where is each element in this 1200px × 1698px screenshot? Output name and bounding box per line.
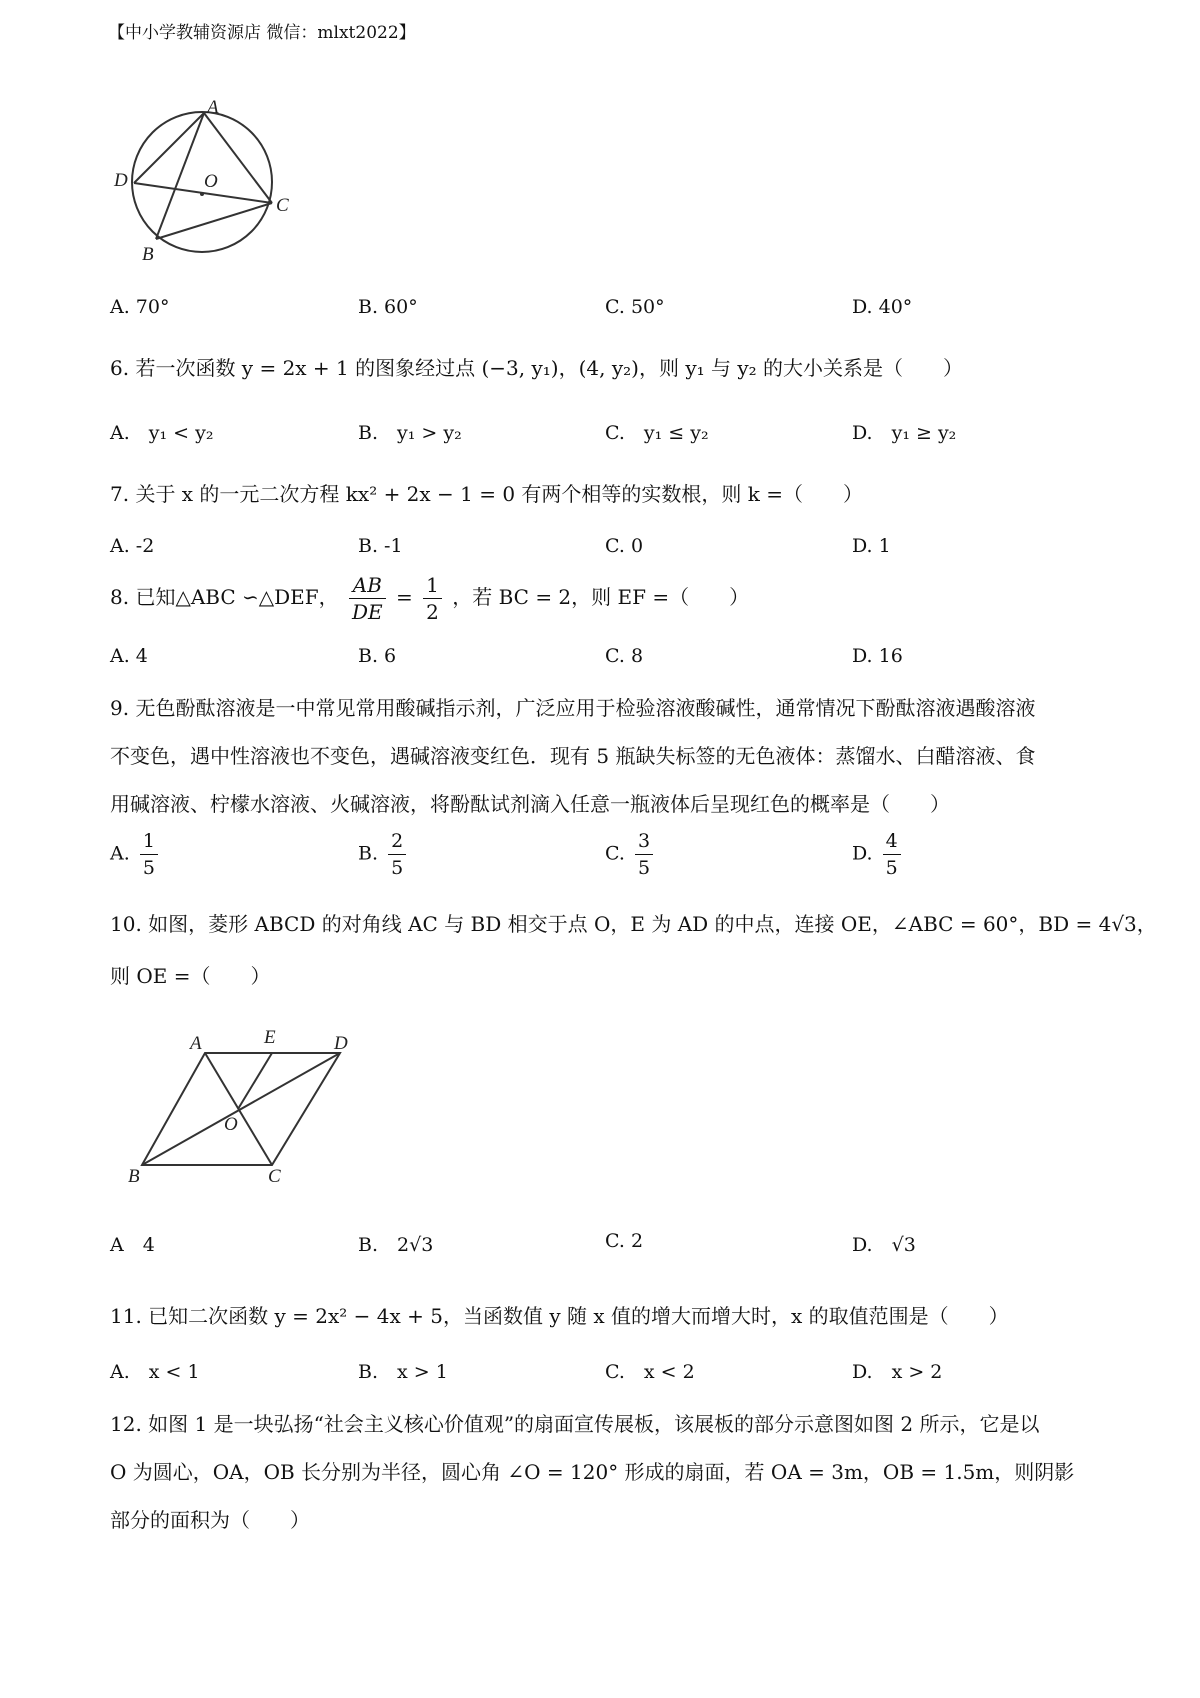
q9-line-3: 用碱溶液、柠檬水溶液、火碱溶液，将酚酞试剂滴入任意一瓶液体后呈现红色的概率是（ ） [110,792,950,816]
q7-option-c: C. 0 [605,535,644,557]
q5-option-a: A. 70° [110,296,170,318]
q9-option-d-den: 5 [885,857,898,879]
q9-option-a-fraction [140,828,158,881]
q10-line-1: 10. 如图，菱形 ABCD 的对角线 AC 与 BD 相交于点 O，E 为 AD 的中点，连接 OE，∠ABC = 60°，BD = 4√3， [110,912,1157,936]
q6-option-d: D. y₁ ≥ y₂ [852,422,957,444]
q8-frac2-denominator: 2 [426,600,439,624]
q8-fraction-ab-de [349,572,386,625]
q8-fraction-half [423,572,442,625]
q9-option-c-num: 3 [635,828,653,855]
q8-option-d: D. 16 [852,645,903,667]
fig2-label-a: A [190,1033,202,1054]
q6-stem: 6. 若一次函数 y = 2x + 1 的图象经过点 (−3, y₁)，(4, y₂)，则 y₁ 与 y₂ 的大小关系是（ ） [110,356,964,380]
q8-option-a: A. 4 [110,645,148,667]
q9-option-c [605,828,657,881]
q8-frac1-denominator: DE [352,600,383,624]
fig2-label-d: D [334,1033,348,1054]
q9-option-d-num: 4 [883,828,901,855]
q9-option-b-fraction [388,828,406,881]
q9-option-a-label: A. [110,842,130,865]
q8-frac2-numerator: 1 [423,572,442,599]
q10-option-c: C. 2 [605,1230,644,1252]
fig1-label-d: D [114,170,128,191]
q8-option-c: C. 8 [605,645,644,667]
q5-option-c: C. 50° [605,296,665,318]
fig1-label-c: C [276,195,289,216]
page-header: 【中小学教辅资源店 微信：mlxt2022】 [108,23,416,43]
fig1-label-a: A [207,97,219,118]
q6-option-c: C. y₁ ≤ y₂ [605,422,709,444]
figure-circle [110,95,290,270]
q12-line-1: 12. 如图 1 是一块弘扬“社会主义核心价值观”的扇面宣传展板，该展板的部分示意图如图 2 所示，它是以 [110,1412,1040,1436]
q8-stem-pre: 8. 已知△ABC ∽△DEF， [110,585,339,609]
q7-option-a: A. -2 [110,535,155,557]
q5-option-b: B. 60° [358,296,418,318]
q10-option-b: B. 2√3 [358,1234,434,1256]
q9-option-b-label: B. [358,842,379,865]
q9-option-b-den: 5 [391,857,404,879]
q7-stem: 7. 关于 x 的一元二次方程 kx² + 2x − 1 = 0 有两个相等的实数根，则 k =（ ） [110,482,864,506]
q11-option-d: D. x > 2 [852,1361,943,1383]
q9-line-2: 不变色，遇中性溶液也不变色，遇碱溶液变红色．现有 5 瓶缺失标签的无色液体：蒸馏水、白醋溶液、食 [110,744,1036,768]
q11-option-a: A. x < 1 [110,1361,200,1383]
q9-option-d [852,828,905,881]
fig2-label-o: O [224,1114,238,1135]
q9-line-1: 9. 无色酚酞溶液是一中常见常用酸碱指示剂，广泛应用于检验溶液酸碱性，通常情况下酚酞溶液遇酸溶液 [110,696,1036,720]
q10-line-2: 则 OE =（ ） [110,964,271,988]
q6-option-a: A. y₁ < y₂ [110,422,214,444]
q5-option-d: D. 40° [852,296,913,318]
q12-line-3: 部分的面积为（ ） [110,1508,310,1532]
fig2-label-e: E [264,1027,276,1048]
q9-option-c-fraction [635,828,653,881]
q9-option-b [358,828,410,881]
q9-option-a [110,828,162,881]
q8-frac1-numerator: AB [349,572,386,599]
q6-option-b: B. y₁ > y₂ [358,422,462,444]
q9-option-a-num: 1 [140,828,158,855]
q9-option-c-den: 5 [637,857,651,879]
q7-option-b: B. -1 [358,535,403,557]
q9-option-c-label: C. [605,842,625,865]
figure-rhombus [120,1025,370,1185]
q8-stem [110,572,749,625]
q8-equals: = [396,585,413,609]
fig2-label-c: C [268,1166,281,1185]
q9-option-a-den: 5 [142,857,155,879]
fig1-label-b: B [142,244,154,265]
q12-line-2: O 为圆心，OA，OB 长分别为半径，圆心角 ∠O = 120° 形成的扇面，若 OA = 3m，OB = 1.5m，则阴影 [110,1460,1075,1484]
q11-option-b: B. x > 1 [358,1361,448,1383]
fig2-label-b: B [128,1166,140,1185]
q8-stem-post: ，若 BC = 2，则 EF =（ ） [452,585,750,609]
q11-stem: 11. 已知二次函数 y = 2x² − 4x + 5，当函数值 y 随 x 值的增大而增大时，x 的取值范围是（ ） [110,1304,1009,1328]
q10-option-d: D. √3 [852,1234,916,1256]
q8-option-b: B. 6 [358,645,397,667]
q9-option-d-label: D. [852,842,873,865]
q9-option-b-num: 2 [388,828,406,855]
q9-option-d-fraction [883,828,901,881]
fig1-label-o: O [204,171,218,192]
q11-option-c: C. x < 2 [605,1361,695,1383]
q7-option-d: D. 1 [852,535,891,557]
q10-option-a: A 4 [110,1234,155,1256]
